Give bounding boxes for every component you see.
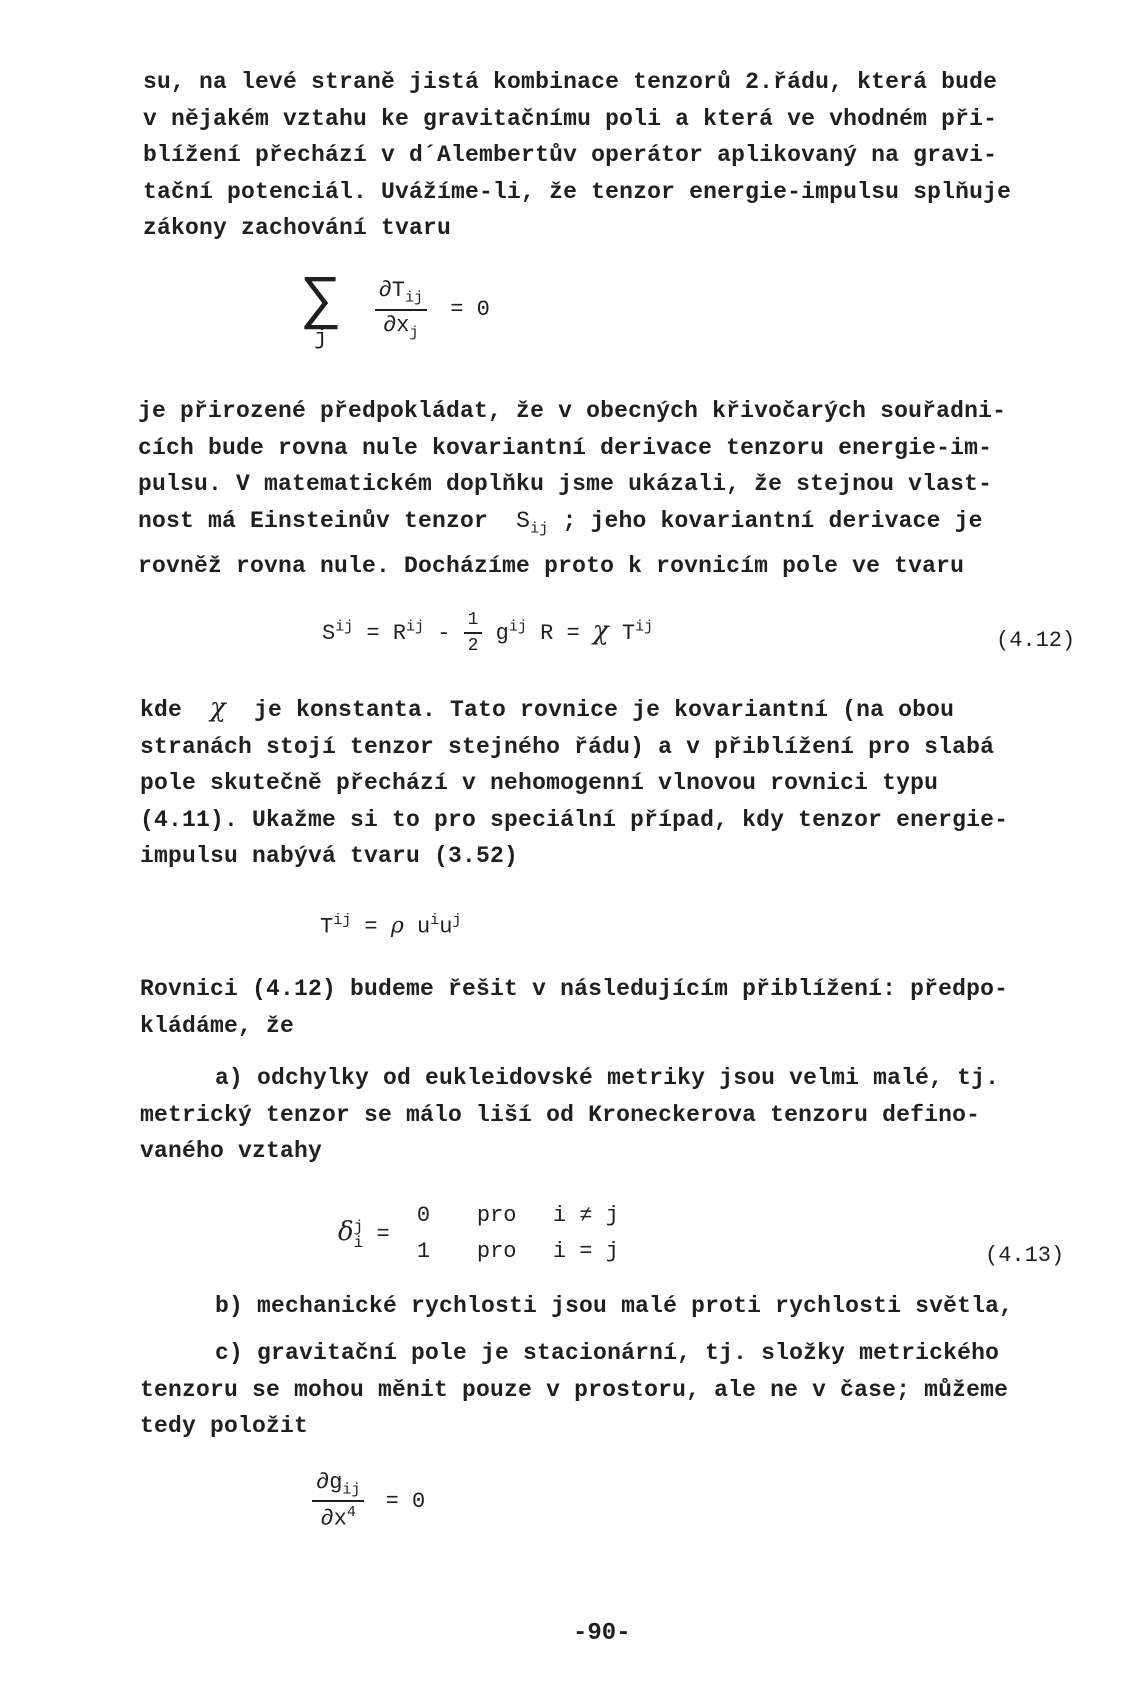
delta-symbol: δ — [338, 1217, 354, 1248]
text-line: b) mechanické rychlosti jsou malé proti rychlosti světla, — [215, 1293, 1014, 1319]
text-line — [138, 503, 1078, 548]
text-line: blížení přechází v d´Alembertův operátor aplikovaný na gravi- — [143, 142, 998, 168]
text-line: stranách stojí tenzor stejného řádu) a v přiblížení pro slabá — [140, 733, 995, 760]
subscript: ij — [342, 1481, 361, 1499]
text-line: Rovnici (4.12) budeme řešit v následujícím přiblížení: předpo- — [140, 976, 1009, 1002]
symbol: u — [439, 914, 453, 940]
numerator: ∂g — [316, 1470, 343, 1495]
text-line: zákony zachování tvaru — [143, 215, 452, 241]
rhs: = 0 — [450, 297, 490, 323]
superscript: i — [430, 912, 440, 929]
text-line: tenzoru se mohou měnit pouze v prostoru, ale ne v čase; můžeme — [140, 1376, 1009, 1403]
operator: = — [376, 1222, 390, 1248]
text-line: metrický tenzor se málo liší od Kroneckerova tenzoru defino- — [140, 1101, 981, 1128]
equation-kronecker — [338, 1198, 619, 1270]
superscript: j — [452, 912, 462, 929]
symbol: R = — [540, 620, 580, 646]
superscript: j — [353, 1217, 364, 1236]
numerator: ∂T — [378, 278, 405, 304]
text-fragment: kde — [140, 697, 183, 723]
superscript: ij — [335, 618, 354, 636]
symbol: g — [495, 620, 509, 646]
paragraph-1 — [143, 64, 1083, 247]
equation-conservation — [300, 263, 490, 351]
case-row — [417, 1234, 619, 1270]
operator: = — [364, 914, 378, 940]
fraction — [312, 1470, 364, 1532]
text-line: tedy položit — [140, 1413, 309, 1439]
einstein-tensor-symbol — [516, 507, 549, 538]
chi-symbol: χ — [210, 693, 226, 723]
text-line: impulsu nabývá tvaru (3.52) — [140, 843, 519, 869]
superscript: ij — [406, 618, 425, 636]
symbol: S — [322, 620, 336, 646]
subscript: ij — [404, 289, 423, 307]
subscript: i — [353, 1233, 364, 1252]
text-fragment: je konstanta. Tato rovnice je kovariantní (na obou — [254, 697, 955, 723]
text-line: vaného vztahy — [140, 1138, 323, 1164]
superscript: ij — [508, 618, 527, 636]
text-line: kládáme, že — [140, 1012, 295, 1039]
symbol: S — [516, 507, 531, 534]
denominator: 2 — [467, 636, 479, 656]
superscript: ij — [333, 912, 352, 929]
text-line: v nějakém vztahu ke gravitačnímu poli a která ve vhodném při- — [143, 105, 998, 132]
equation-stationary — [312, 1470, 425, 1532]
superscript: ij — [635, 618, 654, 636]
paragraph-c — [140, 1335, 1080, 1445]
paragraph-a — [140, 1060, 1080, 1170]
paragraph-2 — [138, 393, 1078, 584]
text-line: cích bude rovna nule kovariantní derivace tenzoru energie-im- — [138, 434, 993, 461]
rhs: = 0 — [385, 1488, 426, 1514]
cases — [417, 1198, 619, 1270]
text-line: su, na levé straně jistá kombinace tenzorů 2.řádu, která bude — [143, 69, 998, 95]
text-line: rovněž rovna nule. Docházíme proto k rovnicím pole ve tvaru — [138, 552, 965, 579]
equation-einstein — [322, 610, 653, 656]
case-condition: i ≠ j — [552, 1203, 619, 1228]
text-line: pole skutečně přechází v nehomogenní vlnovou rovnici typu — [140, 770, 939, 796]
case-word: pro — [476, 1239, 517, 1264]
page-number: -90- — [573, 1620, 631, 1647]
case-word: pro — [476, 1203, 517, 1228]
text-fragment: ; jeho kovariantní derivace je — [562, 507, 983, 534]
rho-symbol: ρ — [390, 913, 404, 939]
paragraph-4 — [140, 971, 1080, 1044]
chi-symbol: χ — [592, 615, 609, 646]
case-value: 1 — [416, 1239, 431, 1264]
equation-number: (4.13) — [985, 1243, 1065, 1268]
text-line: c) gravitační pole je stacionární, tj. složky metrického — [215, 1340, 1000, 1366]
sum-index: j — [314, 326, 328, 351]
text-line: je přirozené předpokládat, že v obecných křivočarých souřadni- — [138, 398, 1007, 424]
text-line: a) odchylky od eukleidovské metriky jsou velmi malé, tj. — [215, 1065, 1000, 1091]
text-line: tační potenciál. Uvážíme-li, že tenzor energie-impulsu splňuje — [143, 178, 1012, 205]
text-line: pulsu. V matematickém doplňku jsme ukázali, že stejnou vlast- — [138, 471, 993, 497]
paragraph-3 — [140, 690, 1080, 875]
case-condition: i = j — [552, 1239, 619, 1264]
denominator: ∂x — [383, 312, 410, 338]
denominator: ∂x — [320, 1506, 347, 1532]
symbol: = R — [366, 620, 407, 646]
text-line: (4.11). Ukažme si to pro speciální případ, kdy tenzor energie- — [140, 806, 1009, 833]
fraction — [375, 278, 427, 341]
text-line — [140, 690, 1080, 729]
numerator: 1 — [464, 610, 483, 634]
case-row — [417, 1198, 619, 1234]
equation-tensor — [320, 912, 461, 939]
superscript: 4 — [346, 1504, 356, 1522]
subscript: ij — [530, 520, 549, 538]
operator: - — [437, 620, 464, 646]
symbol: T — [320, 914, 334, 940]
text-fragment: nost má Einsteinův tenzor — [138, 507, 489, 534]
symbol: u — [416, 914, 431, 940]
symbol: T — [621, 620, 636, 646]
paragraph-b — [215, 1288, 1122, 1325]
case-value: 0 — [416, 1203, 431, 1228]
subscript: j — [409, 323, 419, 341]
sigma-icon: ∑ — [300, 263, 342, 331]
equation-number: (4.12) — [996, 628, 1076, 653]
fraction-half — [464, 610, 483, 656]
